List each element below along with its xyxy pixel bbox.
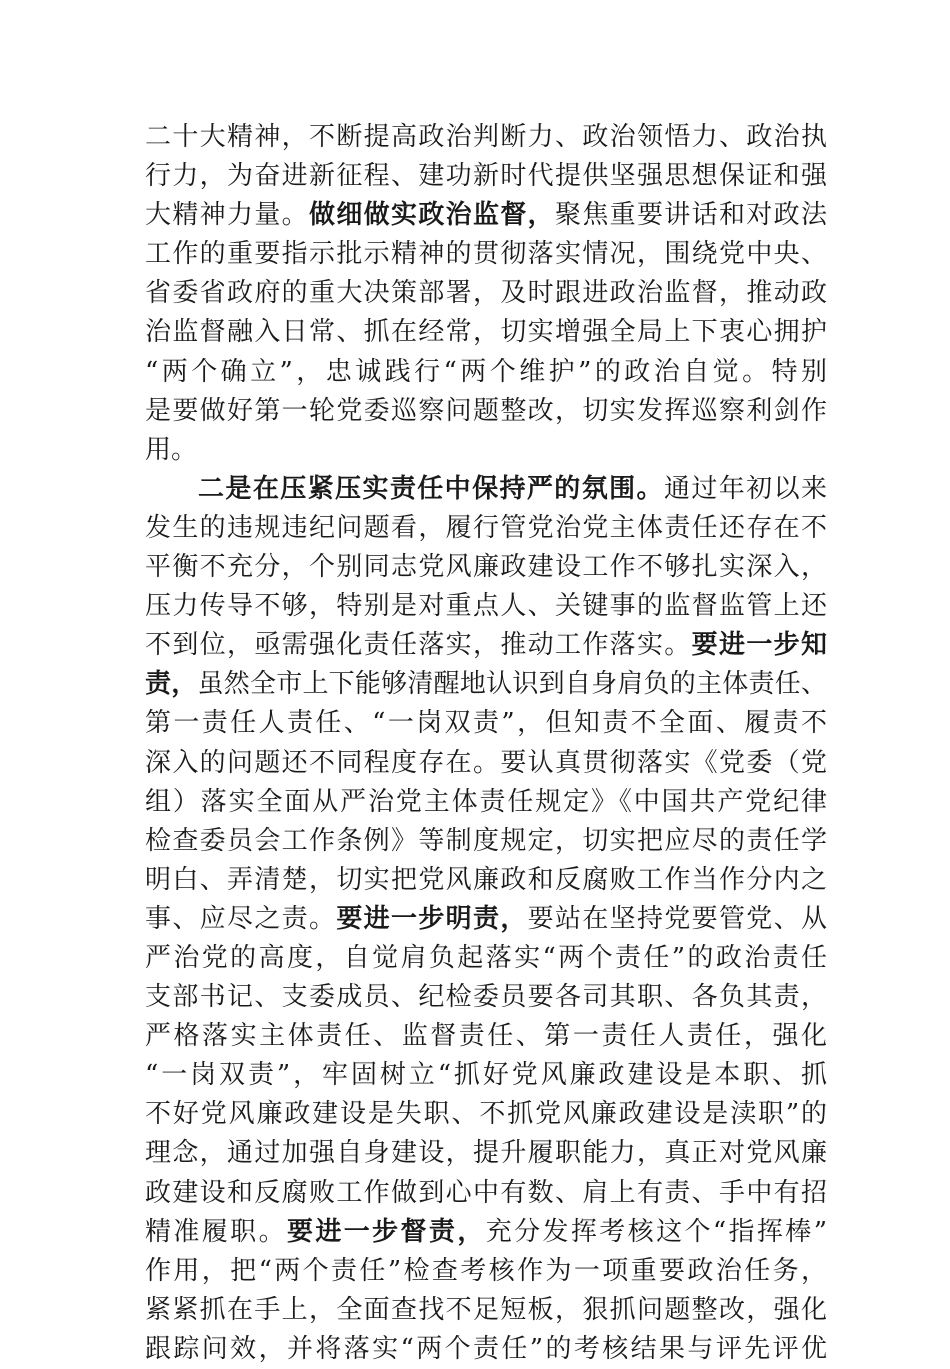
body-text-segment: 精准履职。 [145,1216,287,1247]
body-text-segment: “一岗双责”，牢固树立“抓好党风廉政建设是本职、抓 [145,1060,827,1091]
text-line [145,1330,827,1369]
bold-heading-text: 做细做实政治监督， [309,200,555,231]
body-text-segment: 支部书记、支委成员、纪检委员要各司其职、各负其责， [145,982,827,1013]
body-text-segment: 严格落实主体责任、监督责任、第一责任人责任，强化 [145,1021,827,1052]
text-line [145,822,827,861]
text-line [145,978,827,1017]
text-line [145,939,827,978]
text-line [145,861,827,900]
text-line [145,626,827,665]
text-line [145,783,827,822]
text-line [145,1213,827,1252]
text-line [145,157,827,196]
text-line [145,665,827,704]
body-text-segment: 治监督融入日常、抓在经常，切实增强全局上下衷心拥护 [145,317,827,348]
bold-heading-text: 要进一步督责， [286,1216,486,1247]
text-line [145,1291,827,1330]
body-text-segment: 平衡不充分，个别同志党风廉政建设工作不够扎实深入， [145,552,827,583]
body-text-segment: 大精神力量。 [145,200,309,231]
body-text-segment: 紧紧抓在手上，全面查找不足短板，狠抓问题整改，强化 [145,1294,827,1325]
text-line [145,392,827,431]
body-text-segment: 检查委员会工作条例》等制度规定，切实把应尽的责任学 [145,825,827,856]
text-line [145,118,827,157]
bold-heading-text: 责， [145,669,198,700]
bold-heading-text: 要进一步明责， [336,903,528,934]
body-text-segment: 要站在坚持党要管党、从 [527,903,827,934]
body-text-segment: 用。 [145,434,198,465]
body-text-segment: 二十大精神，不断提高政治判断力、政治领悟力、政治执 [145,122,827,152]
bold-heading-text: 二是在压紧压实责任中保持严的氛围。 [198,473,664,504]
body-text-segment: 跟踪问效，并将落实“两个责任”的考核结果与评先评优 [145,1333,827,1364]
text-line [145,900,827,939]
body-text-segment: 行力，为奋进新征程、建功新时代提供坚强思想保证和强 [145,161,827,192]
body-text-segment: 明白、弄清楚，切实把党风廉政和反腐败工作当作分内之 [145,864,827,895]
text-line [145,470,827,509]
text-line [145,1134,827,1173]
body-text-segment: 是要做好第一轮党委巡察问题整改，切实发挥巡察利剑作 [145,395,827,426]
body-text-segment: 压力传导不够，特别是对重点人、关键事的监督监管上还 [145,591,827,622]
body-text-segment: 组）落实全面从严治党主体责任规定》《中国共产党纪律 [145,786,827,817]
body-text-segment: 虽然全市上下能够清醒地认识到自身肩负的主体责任、 [197,669,827,700]
body-text-segment: “两个确立”，忠诚践行“两个维护”的政治自觉。特别 [145,356,827,387]
text-line [145,509,827,548]
bold-heading-text: 要进一步知 [691,630,827,661]
text-line [145,744,827,783]
text-line [145,1252,827,1291]
body-text-segment: 第一责任人责任、“一岗双责”，但知责不全面、履责不 [145,708,827,739]
body-text [145,118,827,1369]
body-text-segment: 作用，把“两个责任”检查考核作为一项重要政治任务， [145,1255,827,1286]
text-line [145,353,827,392]
body-text-segment: 工作的重要指示批示精神的贯彻落实情况，围绕党中央、 [145,239,827,270]
text-line [145,1017,827,1056]
text-line [145,313,827,352]
body-text-segment: 省委省政府的重大决策部署，及时跟进政治监督，推动政 [145,278,827,309]
body-text-segment: 不好党风廉政建设是失职、不抓党风廉政建设是渎职”的 [145,1099,827,1130]
body-text-segment: 严治党的高度，自觉肩负起落实“两个责任”的政治责任 [145,942,827,973]
text-line [145,704,827,743]
body-text-segment: 充分发挥考核这个“指挥棒” [485,1216,827,1247]
text-line [145,1174,827,1213]
body-text-segment: 聚焦重要讲话和对政法 [554,200,827,231]
text-line [145,1056,827,1095]
text-line [145,431,827,470]
text-line [145,274,827,313]
body-text-segment: 通过年初以来 [663,473,827,504]
body-text-segment: 理念，通过加强自身建设，提升履职能力，真正对党风廉 [145,1138,827,1169]
text-line [145,1095,827,1134]
body-text-segment: 不到位，亟需强化责任落实，推动工作落实。 [145,630,692,661]
body-text-segment: 事、应尽之责。 [145,903,337,934]
body-text-segment: 发生的违规违纪问题看，履行管党治党主体责任还存在不 [145,512,827,543]
text-line [145,196,827,235]
text-line [145,235,827,274]
text-line [145,587,827,626]
body-text-segment: 深入的问题还不同程度存在。要认真贯彻落实《党委（党 [145,747,827,778]
text-line [145,548,827,587]
body-text-segment: 政建设和反腐败工作做到心中有数、肩上有责、手中有招 [145,1177,827,1208]
